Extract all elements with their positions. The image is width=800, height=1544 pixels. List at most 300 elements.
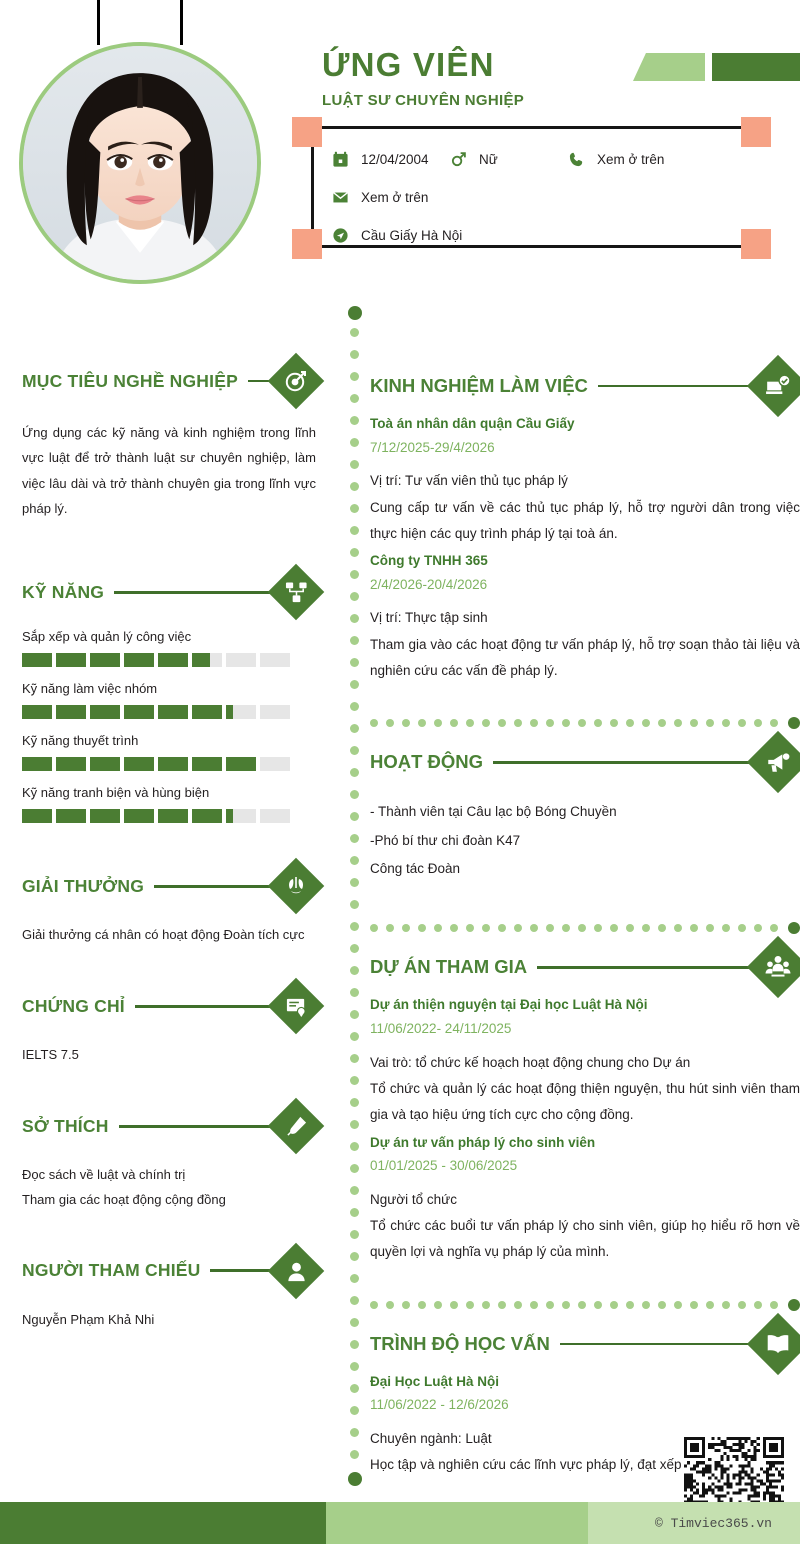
section-awards [22, 863, 316, 947]
skill-bar-fill [22, 653, 210, 667]
certificate-line: IELTS 7.5 [22, 1047, 79, 1063]
timeline-dot [350, 328, 359, 337]
divider-dot [690, 719, 698, 727]
divider-dot [530, 924, 538, 932]
section-certificates-badge [268, 978, 325, 1035]
divider-dot [370, 924, 378, 932]
avatar [19, 42, 261, 284]
section-activities-title: HOẠT ĐỘNG [370, 751, 484, 773]
divider-dot [434, 719, 442, 727]
divider-dots-1 [370, 718, 800, 728]
divider-dot [738, 1301, 746, 1309]
timeline-dot [350, 724, 359, 733]
section-awards-badge [268, 858, 325, 915]
divider-dot [482, 1301, 490, 1309]
skill-bar-notch [86, 809, 90, 823]
timeline-dot [350, 614, 359, 623]
divider-dot [514, 1301, 522, 1309]
divider-dot [594, 719, 602, 727]
timeline-dot [350, 1230, 359, 1239]
reference-line: Nguyễn Phạm Khả Nhi [22, 1311, 155, 1327]
section-hobbies-title: SỞ THÍCH [22, 1115, 109, 1136]
section-skills-title: KỸ NĂNG [22, 581, 105, 602]
divider-dot [674, 719, 682, 727]
contact-address [330, 225, 462, 245]
timeline-dot [350, 878, 359, 887]
divider-dot [386, 924, 394, 932]
section-activities [370, 736, 800, 883]
section-projects [370, 941, 800, 1265]
section-education-title: TRÌNH ĐỘ HỌC VẤN [370, 1332, 550, 1354]
divider-dot [610, 924, 618, 932]
footer [0, 1502, 800, 1544]
section-education-header [370, 1318, 800, 1370]
skill-bar-notch [154, 705, 158, 719]
section-skills-header [22, 569, 316, 615]
skill-bar-notch [52, 653, 56, 667]
timeline-dot [350, 922, 359, 931]
experience-entry-title: Toà án nhân dân quận Cầu Giấy [370, 416, 575, 431]
timeline-dot [350, 372, 359, 381]
section-rule [119, 1125, 278, 1128]
portrait-photo [23, 46, 257, 280]
divider-dot [562, 924, 570, 932]
skill-bar [22, 653, 290, 667]
contact-row-1 [330, 140, 760, 178]
skill-item [22, 785, 316, 823]
divider-dot [562, 1301, 570, 1309]
contact-gender [448, 149, 566, 169]
timeline-dot [350, 570, 359, 579]
timeline-dot [350, 1252, 359, 1261]
divider-dot [482, 719, 490, 727]
skill-bar [22, 809, 290, 823]
skill-bar-notch [86, 705, 90, 719]
skill-bar-notch [154, 809, 158, 823]
divider-dot [578, 719, 586, 727]
section-skills-badge [268, 564, 325, 621]
section-rule [114, 591, 278, 594]
award-line: Giải thưởng cá nhân có hoạt động Đoàn tích cực [22, 927, 305, 943]
section-activities-header [370, 736, 800, 788]
calendar-icon [330, 149, 350, 169]
timeline-dot [350, 1032, 359, 1041]
skill-bar-notch [120, 757, 124, 771]
footer-band-mid [326, 1502, 588, 1544]
section-references-badge [268, 1242, 325, 1299]
timeline-dot [350, 1428, 359, 1437]
section-hobbies [22, 1103, 316, 1211]
divider-dot [754, 924, 762, 932]
timeline-dot [350, 1340, 359, 1349]
skill-bar-notch [222, 705, 226, 719]
divider-end-dot [788, 717, 800, 729]
section-experience-header [370, 360, 800, 412]
reference-lines [22, 1308, 316, 1332]
contact-info [330, 140, 760, 254]
section-experience-badge [747, 355, 800, 417]
skill-bar-notch [86, 653, 90, 667]
divider-dot [770, 1301, 778, 1309]
divider-dot [626, 924, 634, 932]
experience-entry-date: 7/12/2025-29/4/2026 [370, 439, 495, 455]
section-education-badge [747, 1313, 800, 1375]
contact-email-value: Xem ở trên [361, 189, 429, 205]
skills-network-icon [283, 579, 309, 605]
skills-list [22, 629, 316, 823]
skill-label: Kỹ năng tranh biện và hùng biện [22, 785, 210, 801]
section-rule [135, 1005, 278, 1008]
activity-line: - Thành viên tại Câu lạc bộ Bóng Chuyền [370, 804, 617, 820]
section-certificates-header [22, 983, 316, 1029]
divider-dot [546, 924, 554, 932]
divider-dot [450, 719, 458, 727]
divider-dot [418, 924, 426, 932]
project-entry-description: Tổ chức các buổi tư vấn pháp lý cho sinh viên, giúp họ hiểu rõ hơn về quyền lợi và nghĩa vụ pháp lý của mình. [370, 1218, 800, 1260]
education-entry-position: Chuyên ngành: Luật [370, 1431, 492, 1447]
education-entry-date: 11/06/2022 - 12/6/2026 [370, 1397, 509, 1413]
timeline-dot [350, 1186, 359, 1195]
name-block [322, 48, 524, 109]
contact-gender-value: Nữ [479, 151, 498, 167]
decoration-parallelogram [633, 53, 705, 81]
section-objective [22, 358, 316, 521]
left-column [0, 300, 338, 1332]
timeline-dot [350, 1384, 359, 1393]
skill-bar-notch [154, 653, 158, 667]
section-skills [22, 569, 316, 823]
timeline-dot [350, 1098, 359, 1107]
experience-entry-description: Cung cấp tư vấn về các thủ tục pháp lý, hỗ trợ người dân trong việc thực hiện các quy trình pháp lý tại toà án. [370, 499, 800, 541]
laurel-wreath-icon [283, 873, 309, 899]
divider-dot [770, 719, 778, 727]
divider-dot [754, 1301, 762, 1309]
section-references-header [22, 1248, 316, 1294]
timeline-dot [350, 1208, 359, 1217]
hobby-line: Đọc sách về luật và chính trị [22, 1167, 186, 1183]
group-people-icon [764, 953, 792, 981]
project-entry-position: Vai trò: tổ chức kế hoạch hoạt động chung cho Dự án [370, 1054, 691, 1070]
hobby-lines [22, 1163, 316, 1211]
divider-dot [642, 1301, 650, 1309]
timeline-dot [350, 856, 359, 865]
divider-dot [466, 719, 474, 727]
section-objective-title: MỤC TIÊU NGHỀ NGHIỆP [22, 370, 238, 391]
timeline-dot [350, 680, 359, 689]
divider-dot [706, 924, 714, 932]
timeline-dot [350, 790, 359, 799]
divider-dot [370, 1301, 378, 1309]
divider-dot [578, 1301, 586, 1309]
skill-bar-notch [120, 809, 124, 823]
skill-bar-notch [120, 653, 124, 667]
divider-dot [626, 719, 634, 727]
section-projects-badge [747, 936, 800, 998]
timeline-dot [350, 526, 359, 535]
decoration-rectangle [712, 53, 800, 81]
divider-dot [706, 719, 714, 727]
timeline-dot [350, 504, 359, 513]
skill-bar-notch [256, 757, 260, 771]
divider-dot [434, 1301, 442, 1309]
divider-dots-2 [370, 923, 800, 933]
timeline-dot [350, 658, 359, 667]
experience-entry-title: Công ty TNHH 365 [370, 553, 488, 569]
project-entry [370, 1131, 800, 1266]
candidate-name: ỨNG VIÊN [322, 46, 495, 83]
divider-dot [546, 719, 554, 727]
certificate-lines [22, 1043, 316, 1067]
divider-dots-3 [370, 1300, 800, 1310]
contact-dob [330, 149, 448, 169]
hobby-line: Tham gia các hoạt động cộng đồng [22, 1191, 226, 1207]
project-entry-description: Tổ chức và quản lý các hoạt động thiện nguyện, thu hút sinh viên tham gia và tạo hiệu ứng tích cực cho cộng đồng. [370, 1080, 800, 1123]
divider-dot [498, 719, 506, 727]
project-entry-position: Người tổ chức [370, 1191, 457, 1207]
divider-dot [690, 924, 698, 932]
timeline-dot [350, 768, 359, 777]
divider-dot [402, 1301, 410, 1309]
divider-dot [626, 1301, 634, 1309]
activity-line: Công tác Đoàn [370, 861, 461, 877]
divider-dot [546, 1301, 554, 1309]
divider-dot [722, 719, 730, 727]
timeline-dot [350, 1164, 359, 1173]
divider-dot [514, 924, 522, 932]
section-experience-title: KINH NGHIỆM LÀM VIỆC [370, 375, 588, 396]
skill-bar-notch [222, 809, 226, 823]
skill-bar-notch [188, 757, 192, 771]
timeline-dot [350, 592, 359, 601]
section-rule [598, 385, 758, 388]
objective-text: Ứng dụng các kỹ năng và kinh nghiệm trong lĩnh vực luật để trở thành luật sư chuyên nghiệp, làm việc lâu dài và trở thành chuyên gia trong lĩnh vực pháp lý. [22, 425, 316, 517]
skill-bar-notch [188, 705, 192, 719]
candidate-role: LUẬT SƯ CHUYÊN NGHIỆP [322, 91, 525, 109]
timeline-dot [350, 482, 359, 491]
project-entry-title: Dự án thiện nguyện tại Đại học Luật Hà Nội [370, 997, 648, 1013]
divider-dot [594, 1301, 602, 1309]
education-entry-description: Học tập và nghiên cứu các lĩnh vực pháp lý, đạt xếp [370, 1457, 682, 1473]
section-rule [154, 885, 278, 888]
project-entry-date: 11/06/2022- 24/11/2025 [370, 1021, 512, 1037]
divider-dot [658, 924, 666, 932]
timeline-dot [350, 812, 359, 821]
activity-lines [370, 798, 800, 883]
section-rule [560, 1343, 758, 1346]
divider-dot [386, 719, 394, 727]
divider-dot [690, 1301, 698, 1309]
skill-bar-notch [120, 705, 124, 719]
divider-dot [402, 924, 410, 932]
section-awards-title: GIẢI THƯỞNG [22, 875, 145, 896]
footer-band-light [588, 1502, 800, 1544]
experience-entry-date: 2/4/2026-20/4/2026 [370, 576, 488, 592]
divider-dot [738, 719, 746, 727]
envelope-icon [330, 187, 350, 207]
megaphone-icon [764, 748, 792, 776]
timeline-cap-dot [348, 306, 362, 320]
divider-dot [610, 1301, 618, 1309]
section-rule [493, 761, 758, 764]
experience-entry-position: Vị trí: Tư vấn viên thủ tục pháp lý [370, 473, 568, 489]
divider-end-dot [788, 922, 800, 934]
skill-item [22, 733, 316, 771]
target-icon [283, 368, 309, 394]
section-objective-badge [268, 353, 325, 410]
project-entry [370, 993, 800, 1128]
timeline-dot [350, 1054, 359, 1063]
divider-dot [466, 1301, 474, 1309]
section-certificates-title: CHỨNG CHỈ [22, 995, 125, 1016]
skill-bar [22, 705, 290, 719]
skill-bar-notch [256, 653, 260, 667]
contact-row-2 [330, 178, 760, 216]
cv-header [0, 0, 800, 300]
timeline-dot [350, 702, 359, 711]
timeline-dot [350, 1406, 359, 1415]
divider-dot [482, 924, 490, 932]
timeline-dot [350, 1142, 359, 1151]
skill-label: Sắp xếp và quản lý công việc [22, 629, 192, 645]
divider-dot [674, 1301, 682, 1309]
divider-dot [466, 924, 474, 932]
section-experience [370, 360, 800, 684]
timeline-dot [350, 988, 359, 997]
corner-square-bottom-left [292, 229, 322, 259]
section-hobbies-badge [268, 1098, 325, 1155]
divider-dot [562, 719, 570, 727]
section-rule [537, 966, 758, 969]
skill-label: Kỹ năng thuyết trình [22, 733, 139, 749]
section-references-title: NGƯỜI THAM CHIẾU [22, 1260, 201, 1281]
section-awards-header [22, 863, 316, 909]
skill-bar-notch [188, 653, 192, 667]
skill-bar-notch [256, 809, 260, 823]
skill-bar-notch [222, 653, 226, 667]
experience-entries [370, 412, 800, 684]
phone-icon [566, 149, 586, 169]
timeline-dot [350, 1010, 359, 1019]
timeline-dot [350, 394, 359, 403]
divider-dot [514, 719, 522, 727]
skill-label: Kỹ năng làm việc nhóm [22, 681, 158, 697]
corner-square-top-left [292, 117, 322, 147]
activity-line: -Phó bí thư chi đoàn K47 [370, 832, 521, 848]
divider-dot [370, 719, 378, 727]
timeline-dot [350, 1318, 359, 1327]
timeline-dot [350, 636, 359, 645]
education-entry-title: Đại Học Luật Hà Nội [370, 1373, 500, 1389]
divider-end-dot [788, 1299, 800, 1311]
timeline-dot [350, 834, 359, 843]
project-entry-title: Dự án tư vấn pháp lý cho sinh viên [370, 1134, 596, 1150]
divider-dot [770, 924, 778, 932]
divider-dot [674, 924, 682, 932]
divider-dot [450, 1301, 458, 1309]
timeline-dot [350, 1362, 359, 1371]
divider-dot [642, 719, 650, 727]
divider-dot [434, 924, 442, 932]
section-projects-title: DỰ ÁN THAM GIA [370, 956, 528, 978]
divider-dot [738, 924, 746, 932]
timeline-dot [350, 900, 359, 909]
divider-dot [754, 719, 762, 727]
location-pin-icon [330, 225, 350, 245]
footer-band-dark [0, 1502, 326, 1544]
timeline-dot [350, 1076, 359, 1085]
skill-bar-notch [188, 809, 192, 823]
divider-dot [498, 1301, 506, 1309]
divider-dot [530, 1301, 538, 1309]
contact-email [330, 187, 428, 207]
skill-bar-notch [52, 809, 56, 823]
violin-icon [283, 1113, 309, 1139]
contact-phone [566, 149, 664, 169]
divider-dot [642, 924, 650, 932]
timeline-dot [350, 548, 359, 557]
project-entry-date: 01/01/2025 - 30/06/2025 [370, 1158, 518, 1174]
open-book-icon [764, 1330, 792, 1358]
section-projects-header [370, 941, 800, 993]
certificate-icon [283, 993, 309, 1019]
skill-bar-notch [222, 757, 226, 771]
divider-dot [450, 924, 458, 932]
skill-bar-notch [256, 705, 260, 719]
skill-bar [22, 757, 290, 771]
person-icon [283, 1258, 309, 1284]
timeline-dot [350, 416, 359, 425]
experience-entry [370, 549, 800, 684]
timeline-dot [350, 460, 359, 469]
timeline-dotted-spine [350, 306, 362, 1472]
section-hobbies-header [22, 1103, 316, 1149]
divider-dot [498, 924, 506, 932]
timeline-dot [350, 350, 359, 359]
timeline-dot [350, 944, 359, 953]
divider-dot [658, 719, 666, 727]
experience-entry-position: Vị trí: Thực tập sinh [370, 610, 488, 626]
right-column [370, 300, 800, 1481]
skill-item [22, 629, 316, 667]
skill-bar-notch [154, 757, 158, 771]
divider-dot [594, 924, 602, 932]
section-activities-badge [747, 731, 800, 793]
divider-dot [658, 1301, 666, 1309]
timeline-dot [350, 1274, 359, 1283]
contact-address-value: Cầu Giấy Hà Nội [361, 227, 463, 243]
skill-bar-notch [52, 757, 56, 771]
timeline-dot [350, 1296, 359, 1305]
timeline-dot [350, 1450, 359, 1459]
project-entries [370, 993, 800, 1265]
section-objective-header [22, 358, 316, 404]
section-references [22, 1248, 316, 1332]
skill-bar-notch [52, 705, 56, 719]
footer-copyright: © Timviec365.vn [654, 1515, 772, 1531]
skill-bar-notch [86, 757, 90, 771]
skill-item [22, 681, 316, 719]
divider-dot [530, 719, 538, 727]
timeline-cap-dot [348, 1472, 362, 1486]
timeline-dot [350, 746, 359, 755]
contact-row-3 [330, 216, 760, 254]
timeline-dot [350, 966, 359, 975]
timeline-dot [350, 1120, 359, 1129]
section-certificates [22, 983, 316, 1067]
divider-dot [418, 719, 426, 727]
divider-dot [722, 1301, 730, 1309]
hanger-line-right [180, 0, 183, 45]
